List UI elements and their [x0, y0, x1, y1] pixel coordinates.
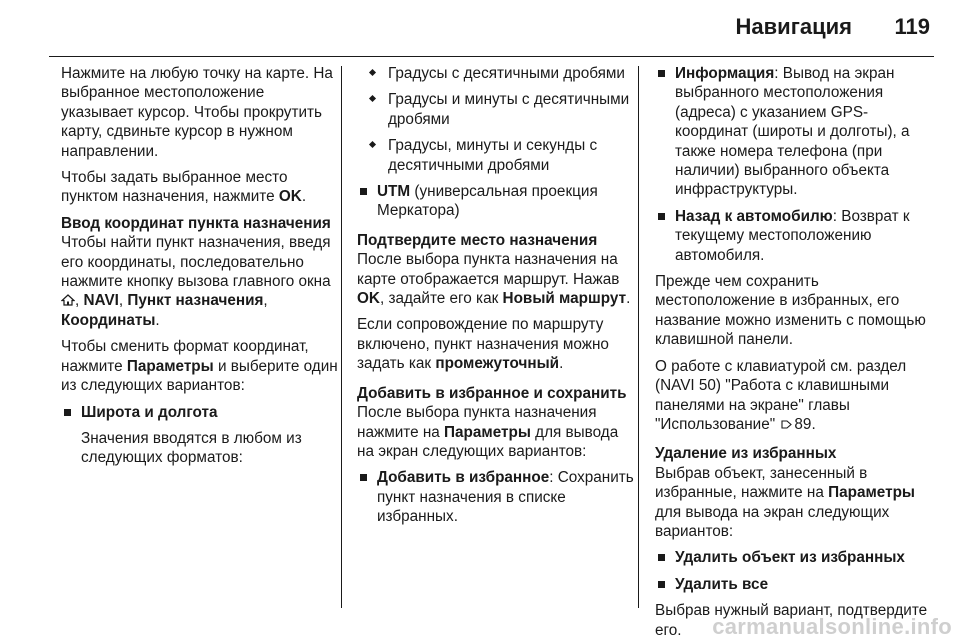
- list-item-description: Значения вводятся в любом из следующих форматов:: [81, 429, 302, 467]
- page-reference[interactable]: 89: [794, 415, 812, 433]
- ok-key: OK: [278, 188, 302, 206]
- page-header: [0, 0, 960, 58]
- home-icon: [61, 294, 75, 306]
- bullet-square-icon: [658, 581, 665, 588]
- paragraph: Нажмите на любую точку на карте. На выбранное местоположение указывает курсор. Чтобы прокрутить карту, сдвиньте курсор в нужном направлении.: [61, 65, 333, 160]
- section-heading: Удаление из избранных: [655, 445, 837, 463]
- bullet-square-icon: [360, 474, 367, 481]
- section-coordinates: Ввод координат пункта назначения Чтобы найти пункт назначения, введя его координаты, последовательно нажмите кнопку вызова главного окна , NAVI, Пункт назначения, Координаты.: [61, 214, 339, 330]
- list-item: Назад к автомобилю: Возврат к текущему местоположению автомобиля.: [655, 207, 933, 265]
- sub-list-item: Градусы и минуты с десятичными дробями: [357, 90, 635, 129]
- list-item: Удалить объект из избранных: [655, 548, 933, 567]
- section-heading: Добавить в избранное и сохранить: [357, 384, 627, 402]
- paragraph: Если сопровождение по маршруту включено, пункт назначения можно задать как промежуточный.: [357, 316, 609, 373]
- column-1: [61, 64, 339, 609]
- section-heading: Подтвердите место назначения: [357, 231, 598, 249]
- page-reference-arrow-icon: [781, 419, 792, 430]
- section-favorites: Добавить в избранное и сохранить После выбора пункта назначения нажмите на Параметры для вывода на экран следующих вариантов:: [357, 384, 635, 462]
- sub-list-item: Градусы с десятичными дробями: [357, 64, 635, 83]
- paragraph: Чтобы задать выбранное место пунктом назначения, нажмите OK.: [61, 169, 307, 206]
- column-2: [357, 64, 635, 609]
- bullet-square-icon: [658, 70, 665, 77]
- list-item: UTM (универсальная проекция Меркатора): [357, 182, 635, 221]
- header-rule: [49, 56, 934, 57]
- section-delete-favorites: Удаление из избранных Выбрав объект, занесенный в избранные, нажмите на Параметры для вывода на экран следующих вариантов:: [655, 444, 933, 541]
- list-item: Информация: Вывод на экран выбранного местоположения (адреса) с указанием GPS-координат (широты и долготы), а также номера телефона (при наличии) выбранного объекта инфраструктуры.: [655, 64, 933, 200]
- bullet-diamond-icon: [369, 69, 376, 76]
- list-item: Широта и долгота: [61, 403, 339, 422]
- column-divider-1: [341, 66, 342, 608]
- section-confirm: Подтвердите место назначения После выбора пункта назначения на карте отображается маршрут. Нажав OK, задайте его как Новый маршрут.: [357, 231, 635, 309]
- bullet-square-icon: [658, 554, 665, 561]
- paragraph: Выбрав нужный вариант, подтвердите его.: [655, 602, 928, 639]
- paragraph: О работе с клавиатурой см. раздел (NAVI 50) "Работа с клавишными панелями на экране" главы "Использование" 89.: [655, 357, 907, 433]
- paragraph: Прежде чем сохранить местоположение в избранных, его название можно изменить с помощью клавишной панели.: [655, 273, 926, 349]
- list-item: Удалить все: [655, 575, 933, 594]
- column-divider-2: [638, 66, 639, 608]
- bullet-square-icon: [64, 409, 71, 416]
- bullet-square-icon: [360, 188, 367, 195]
- paragraph: Чтобы сменить формат координат, нажмите Параметры и выберите один из следующих вариантов:: [61, 338, 338, 395]
- bullet-diamond-icon: [369, 141, 376, 148]
- page-title: Навигация: [735, 14, 852, 39]
- watermark: carmanualsonline.info: [712, 614, 952, 639]
- page-number: 119: [894, 14, 930, 39]
- list-item: Добавить в избранное: Сохранить пункт назначения в списке избранных.: [357, 468, 635, 526]
- bullet-square-icon: [658, 213, 665, 220]
- bullet-diamond-icon: [369, 95, 376, 102]
- sub-list-item: Градусы, минуты и секунды с десятичными дробями: [357, 136, 635, 175]
- section-heading: Ввод координат пункта назначения: [61, 214, 331, 232]
